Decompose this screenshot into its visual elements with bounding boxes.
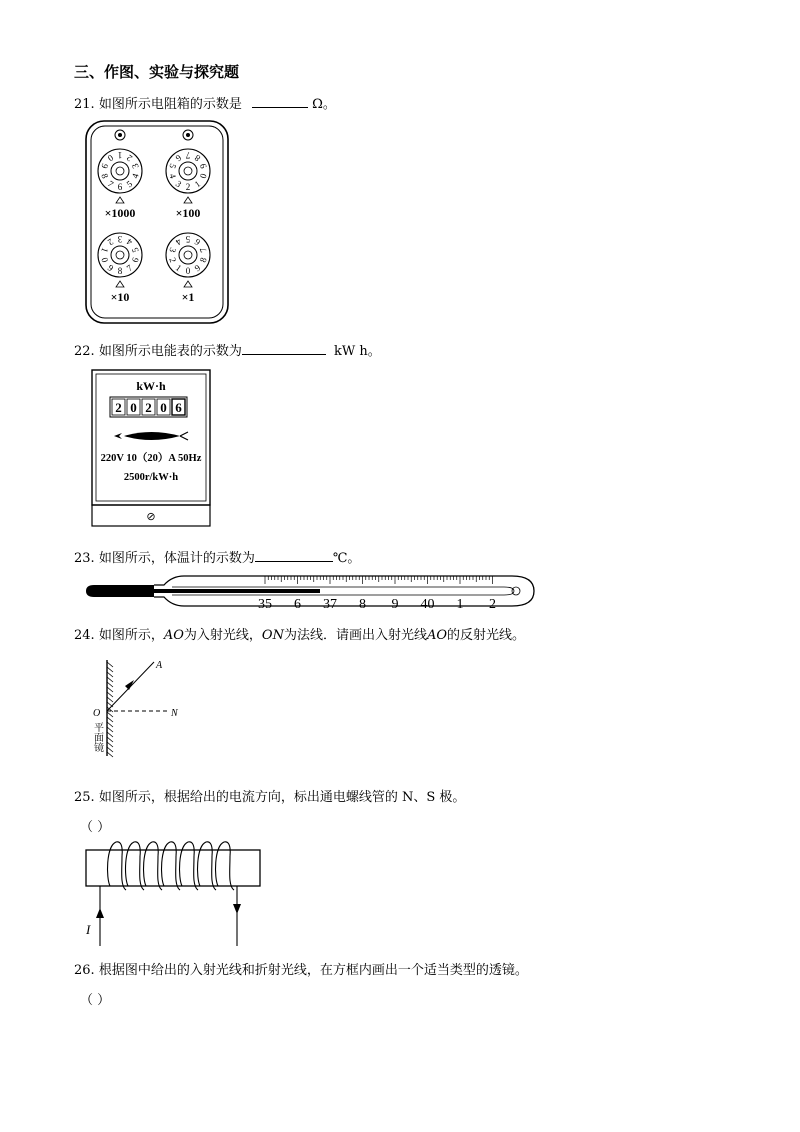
question-text: 根据图中给出的入射光线和折射光线，在方框内画出一个适当类型的透镜。	[98, 963, 528, 978]
meter-spec-line2: 2500r/kW·h	[123, 472, 179, 483]
question-text: 为入射光线，	[183, 628, 262, 643]
answer-blank[interactable]	[242, 342, 326, 355]
pointer-triangle-icon	[184, 197, 192, 203]
unit-text: ℃。	[332, 551, 361, 566]
scale-label: 37	[323, 597, 337, 612]
dial[interactable]	[98, 149, 142, 220]
dial-digit: 4	[129, 172, 141, 180]
dial-digit: 5	[185, 234, 191, 244]
dial-digit: 7	[124, 262, 135, 274]
answer-parentheses[interactable]: （ ）	[80, 993, 111, 1008]
energy-meter-figure	[84, 368, 214, 528]
section-title: 三、作图、实验与探究题	[74, 63, 240, 81]
unit-text: Ω。	[312, 97, 336, 112]
question-25	[74, 790, 465, 806]
question-number: 25.	[74, 790, 95, 805]
meter-digit: 2	[115, 400, 122, 415]
dial-digit: 1	[192, 178, 203, 190]
dial-digit: 5	[167, 162, 179, 170]
dial-digit: 4	[167, 172, 179, 180]
dial-digit: 9	[197, 162, 209, 170]
dial-digit: 9	[105, 262, 116, 274]
question-text: 为法线．请画出入射光线	[283, 628, 427, 643]
question-22	[74, 342, 381, 360]
question-text: 的反射光线。	[447, 628, 526, 643]
dial-digit: 9	[192, 262, 203, 274]
scale-label: 1	[456, 597, 464, 612]
resistance-box-figure	[83, 118, 233, 328]
question-text: 如图所示，根据给出的电流方向，标出通电螺线管的 N、S 极。	[98, 790, 466, 805]
question-number: 22.	[74, 344, 95, 359]
point-a-label: A	[156, 660, 163, 671]
thermometer-figure	[84, 570, 539, 612]
reflection-figure	[88, 656, 198, 760]
question-number: 24.	[74, 628, 95, 643]
dial-digit: 3	[117, 234, 123, 244]
dial-digit: 0	[197, 172, 209, 180]
meter-digit: 6	[175, 400, 182, 415]
question-text: 如图所示电阻箱的示数是	[98, 97, 242, 112]
dial-digit: 2	[167, 256, 179, 264]
answer-blank[interactable]	[255, 549, 333, 562]
meter-spec-line1: 220V 10（20）A 50Hz	[100, 453, 202, 464]
dial-digit: 6	[173, 152, 184, 164]
pointer-triangle-icon	[116, 197, 124, 203]
dial-multiplier-label: ×1	[181, 290, 195, 304]
dial-digit: 6	[192, 236, 203, 248]
scale-label: 9	[391, 597, 399, 612]
dial-digit: 6	[129, 256, 141, 264]
unit-text: kW h。	[333, 344, 381, 359]
question-26	[74, 963, 528, 979]
question-text: 如图所示，体温计的示数为	[98, 551, 255, 566]
ray-ao-label: AO	[163, 628, 184, 643]
question-23	[74, 549, 360, 567]
question-number: 26.	[74, 963, 95, 978]
dial-digit: 7	[105, 178, 116, 190]
dial-digit: 2	[124, 152, 135, 164]
dial-digit: 6	[117, 182, 123, 192]
current-label: I	[86, 922, 91, 937]
dial-digit: 5	[124, 178, 135, 190]
dial-digit: 8	[197, 256, 209, 264]
normal-on-label: ON	[261, 628, 284, 643]
meter-digit: 2	[145, 400, 152, 415]
solenoid-figure	[84, 836, 264, 948]
scale-label: 35	[258, 597, 272, 612]
question-number: 23.	[74, 551, 95, 566]
dial-digit: 2	[185, 182, 191, 192]
ray-arrow-icon	[125, 680, 134, 690]
dial-digit: 0	[105, 152, 116, 164]
question-text: 如图所示电能表的示数为	[98, 344, 242, 359]
question-21	[74, 95, 336, 113]
question-number: 21.	[74, 97, 95, 112]
question-24	[74, 628, 525, 644]
dial-digit: 7	[197, 246, 209, 254]
pointer-triangle-icon	[116, 281, 124, 287]
dial-digit: 7	[185, 150, 191, 160]
scale-label: 40	[420, 597, 435, 612]
meter-terminal-icon: ⊘	[146, 511, 156, 523]
dial-digit: 9	[99, 162, 111, 170]
meter-digit: 0	[160, 400, 167, 415]
dial-digit: 8	[99, 172, 111, 180]
mercury-column	[154, 589, 320, 593]
point-o-label: O	[93, 708, 101, 719]
dial-multiplier-label: ×10	[110, 290, 130, 304]
dial[interactable]	[98, 233, 142, 304]
current-arrow-up-icon	[96, 908, 104, 918]
pointer-triangle-icon	[184, 281, 192, 287]
dial-multiplier-label: ×1000	[104, 206, 136, 220]
dial-multiplier-label: ×100	[175, 206, 201, 220]
scale-label: 8	[359, 597, 366, 612]
dial-digit: 1	[173, 262, 184, 274]
scale-label: 6	[294, 597, 301, 612]
dial-digit: 3	[129, 162, 141, 170]
solenoid-core	[86, 850, 260, 886]
dial-digit: 8	[192, 152, 203, 164]
meter-unit-label: kW·h	[136, 379, 166, 393]
answer-parentheses[interactable]: （ ）	[80, 820, 111, 835]
dial-digit: 8	[117, 266, 123, 276]
question-text: 如图所示，	[98, 628, 164, 643]
dial-digit: 0	[185, 266, 191, 276]
dial-digit: 5	[129, 246, 141, 254]
meter-disc-icon	[114, 432, 188, 440]
terminal-left-icon	[115, 130, 125, 140]
dial-digit: 1	[99, 246, 111, 254]
dial-digit: 3	[167, 246, 179, 254]
dial-digit: 1	[117, 150, 123, 160]
answer-blank[interactable]	[252, 95, 308, 108]
scale-label: 2	[489, 597, 496, 612]
dial-digit: 4	[173, 236, 184, 248]
dial-digit: 2	[105, 236, 116, 248]
dial-digit: 4	[124, 236, 135, 248]
meter-digit: 0	[130, 400, 137, 415]
thermometer-bulb	[86, 585, 154, 597]
current-arrow-down-icon	[233, 904, 241, 914]
dial-digit: 3	[173, 178, 184, 190]
dial[interactable]	[166, 149, 210, 220]
mirror-label: 平面镜	[91, 722, 103, 752]
terminal-right-icon	[183, 130, 193, 140]
dial[interactable]	[166, 233, 210, 304]
point-n-label: N	[171, 708, 178, 719]
dial-digit: 0	[99, 256, 111, 264]
ray-ao-label: AO	[426, 628, 448, 643]
